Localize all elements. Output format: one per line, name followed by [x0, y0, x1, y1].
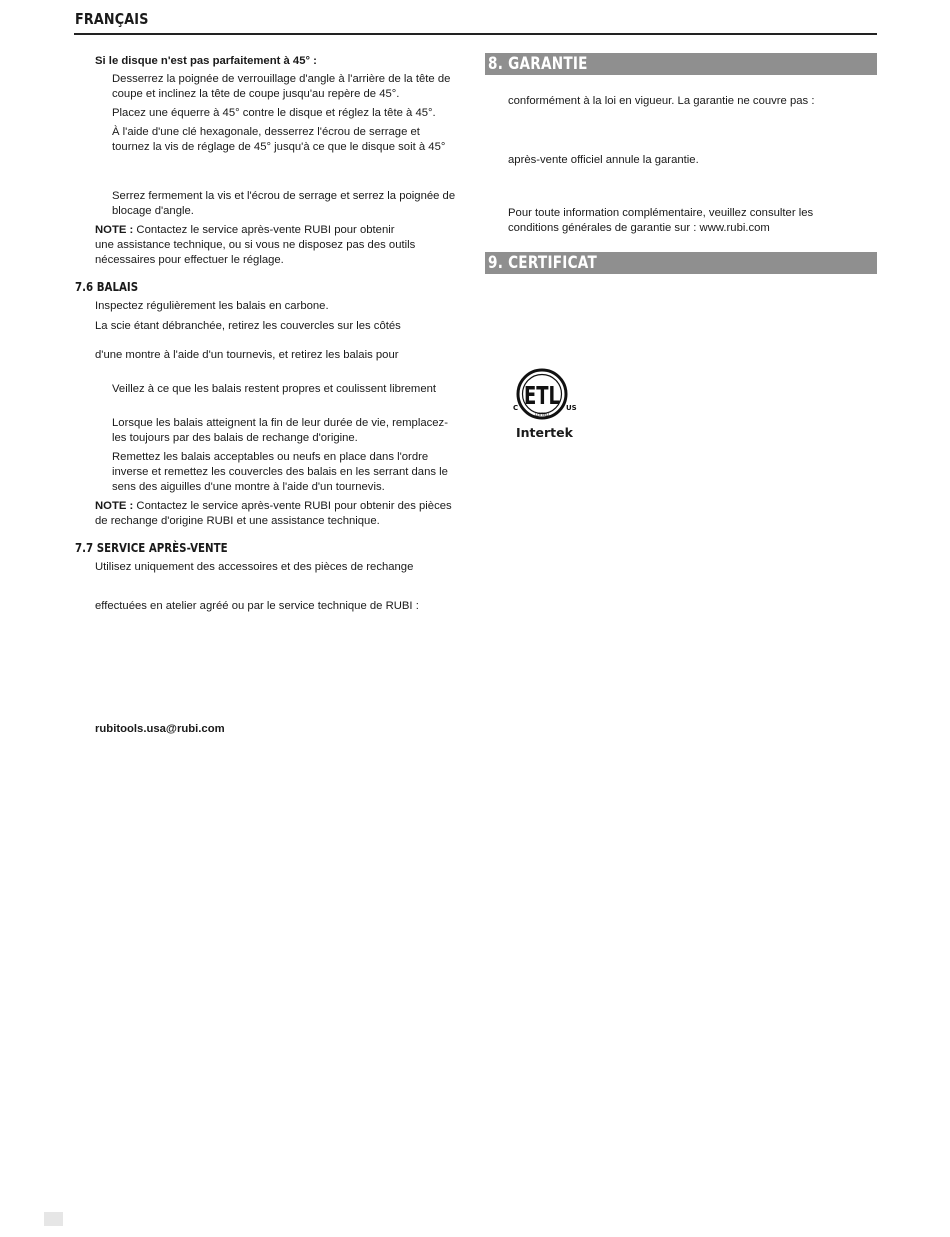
- paragraph-line: À l'aide d'une clé hexagonale, desserrez l'écrou de serrage et: [112, 126, 420, 138]
- paragraph-line: après-vente officiel annule la garantie.: [508, 154, 699, 166]
- heading-45-degrees: Si le disque n'est pas parfaitement à 45° :: [95, 55, 317, 67]
- paragraph-line: inverse et remettez les couvercles des balais en les serrant dans le: [112, 466, 448, 478]
- banner-title: 8. GARANTIE: [488, 54, 588, 74]
- paragraph-line: d'une montre à l'aide d'un tournevis, et retirez les balais pour: [95, 349, 399, 361]
- page-language-title: FRANÇAIS: [75, 10, 149, 28]
- note-text: Contactez le service après-vente RUBI pour obtenir des pièces: [133, 500, 452, 512]
- paragraph-line: Inspectez régulièrement les balais en carbone.: [95, 300, 329, 312]
- paragraph-line: Serrez fermement la vis et l'écrou de serrage et serrez la poignée de: [112, 190, 456, 202]
- note-text: Contactez le service après-vente RUBI pour obtenir: [133, 224, 395, 236]
- svg-text:ETL: ETL: [523, 382, 561, 411]
- paragraph-line: coupe et inclinez la tête de coupe jusqu'au repère de 45°.: [112, 88, 400, 100]
- paragraph-line: sens des aiguilles d'une montre à l'aide d'un tournevis.: [112, 481, 385, 493]
- logo-c: C: [513, 404, 519, 412]
- header-rule: [74, 33, 877, 35]
- logo-listed: LISTED: [535, 412, 549, 417]
- banner-title: 9. CERTIFICAT: [488, 253, 598, 273]
- paragraph-line: Pour toute information complémentaire, veuillez consulter les: [508, 207, 814, 219]
- paragraph-line: Remettez les balais acceptables ou neufs en place dans l'ordre: [112, 451, 429, 463]
- page-number-marker: [44, 1212, 63, 1226]
- note-label: NOTE :: [95, 500, 134, 512]
- section-heading-service: 7.7 SERVICE APRÈS-VENTE: [75, 540, 228, 555]
- note-label: NOTE :: [95, 224, 134, 236]
- paragraph-line: effectuées en atelier agréé ou par le service technique de RUBI :: [95, 600, 419, 612]
- paragraph-line: Utilisez uniquement des accessoires et des pièces de rechange: [95, 561, 414, 573]
- logo-us: US: [566, 404, 577, 412]
- section-banner-certificat: [485, 252, 877, 274]
- paragraph-line: Desserrez la poignée de verrouillage d'angle à l'arrière de la tête de: [112, 73, 451, 85]
- paragraph-line: Veillez à ce que les balais restent propres et coulissent librement: [112, 383, 437, 395]
- paragraph-line: Placez une équerre à 45° contre le disque et réglez la tête à 45°.: [112, 107, 436, 119]
- paragraph-line: une assistance technique, ou si vous ne disposez pas des outils: [95, 239, 416, 251]
- paragraph-line: les toujours par des balais de rechange d'origine.: [112, 432, 358, 444]
- note-technical-assistance: [95, 223, 395, 238]
- paragraph-line: La scie étant débranchée, retirez les couvercles sur les côtés: [95, 320, 401, 332]
- section-banner-garantie: [485, 53, 877, 75]
- paragraph-line: conditions générales de garantie sur : www.rubi.com: [508, 222, 770, 234]
- paragraph-line: de rechange d'origine RUBI et une assistance technique.: [95, 515, 380, 527]
- paragraph-line: nécessaires pour effectuer le réglage.: [95, 254, 284, 266]
- paragraph-line: Lorsque les balais atteignent la fin de leur durée de vie, remplacez-: [112, 417, 448, 429]
- paragraph-line: tournez la vis de réglage de 45° jusqu'à ce que le disque soit à 45°: [112, 141, 446, 153]
- intertek-wordmark: Intertek: [516, 425, 573, 440]
- contact-email: rubitools.usa@rubi.com: [95, 723, 225, 735]
- section-heading-balais: 7.6 BALAIS: [75, 279, 139, 294]
- paragraph-line: conformément à la loi en vigueur. La garantie ne couvre pas :: [508, 95, 815, 107]
- paragraph-line: blocage d'angle.: [112, 205, 194, 217]
- note-spare-parts: [95, 499, 452, 514]
